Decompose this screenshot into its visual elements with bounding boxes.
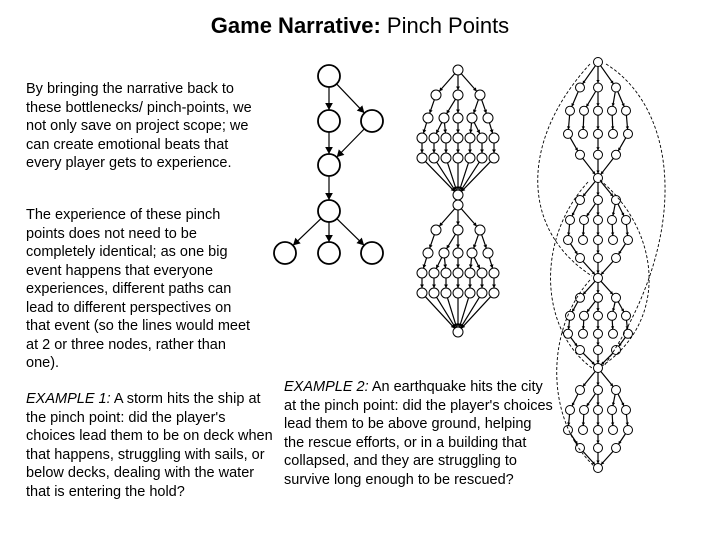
paragraph-bottlenecks: By bringing the narrative back to these bottlenecks/ pinch-points, we not only save on project scope; we can create emotional beats that every player gets to experience. xyxy=(26,81,252,171)
diagram-node xyxy=(475,225,485,235)
diagram-curved-edge xyxy=(551,182,592,368)
diagram-arrowhead xyxy=(420,285,424,289)
diagram-node xyxy=(576,386,585,395)
example-2-text: An earthquake hits the city at the pinch point: did the player's choices lead them to be above ground, helping the rescue efforts, or in a building that collapsed, and they are struggling to survive long enough to be rescued? xyxy=(284,379,553,488)
diagram-edge xyxy=(425,162,454,192)
diagram-node xyxy=(467,113,477,123)
diagram-edge xyxy=(583,158,595,174)
diagram-node xyxy=(594,83,603,92)
diagram-node xyxy=(612,293,621,302)
diagram-node xyxy=(453,190,463,200)
example-1-lead: EXAMPLE 1: xyxy=(26,391,111,407)
diagram-node xyxy=(609,236,618,245)
diagram-arrowhead xyxy=(469,129,473,133)
diagram-arrowhead xyxy=(420,150,424,154)
diagram-node xyxy=(576,150,585,159)
diagram-node xyxy=(594,464,603,473)
diagram-node xyxy=(441,133,451,143)
diagram-arrowhead xyxy=(492,285,496,289)
title-bold: Game Narrative: xyxy=(210,13,381,38)
diagram-node xyxy=(417,288,427,298)
diagram-node xyxy=(441,268,451,278)
diagram-node xyxy=(467,248,477,258)
diagram-arrowhead xyxy=(325,103,333,110)
diagram-node xyxy=(594,106,603,115)
diagram-edge xyxy=(461,297,490,329)
diagram-arrowhead xyxy=(456,150,460,154)
diagram-node xyxy=(453,288,463,298)
diagram-node xyxy=(417,268,427,278)
diagram-node xyxy=(612,254,621,263)
diagram-node xyxy=(608,106,617,115)
diagram-node xyxy=(624,426,633,435)
diagram-edge xyxy=(601,66,614,84)
diagram-arrowhead xyxy=(480,150,484,154)
diagram-node xyxy=(361,110,383,132)
diagram-node xyxy=(566,406,575,415)
diagram-node xyxy=(274,242,296,264)
diagram-arrowhead xyxy=(456,245,460,249)
diagram-node xyxy=(477,268,487,278)
diagram-node xyxy=(608,311,617,320)
diagram-node xyxy=(594,150,603,159)
diagram-node xyxy=(624,129,633,138)
diagram-node xyxy=(594,293,603,302)
diagram-node xyxy=(624,236,633,245)
diagram-node xyxy=(453,327,463,337)
diagram-node xyxy=(594,346,603,355)
paragraph-perspectives: The experience of these pinch points does not need to be completely identical; as one big event happens that everyone experiences, different paths can lead to different perspectives on that event (so the lines would meet at 2 or three nodes, rather than one). xyxy=(26,207,251,371)
diagram-arrowhead xyxy=(325,147,333,154)
diagram-node xyxy=(612,196,621,205)
diagram-node xyxy=(318,200,340,222)
diagram-node xyxy=(431,90,441,100)
diagram-node xyxy=(594,129,603,138)
diagram-node xyxy=(594,444,603,453)
diagram-node xyxy=(453,113,463,123)
diagram-node xyxy=(453,248,463,258)
title-rest: Pinch Points xyxy=(380,13,510,38)
diagram-arrowhead xyxy=(456,222,460,226)
diagram-edge xyxy=(601,158,613,174)
diagram-node xyxy=(594,311,603,320)
diagram-node xyxy=(475,90,485,100)
diagram-node xyxy=(423,248,433,258)
diagram-node xyxy=(453,133,463,143)
diagram-node xyxy=(465,153,475,163)
diagram-node xyxy=(465,268,475,278)
diagram-node xyxy=(580,311,589,320)
diagram-edge xyxy=(461,162,490,192)
diagram-node xyxy=(609,426,618,435)
diagram-node xyxy=(465,133,475,143)
diagram-node xyxy=(594,254,603,263)
diagram-node xyxy=(429,153,439,163)
diagram-node xyxy=(576,346,585,355)
diagram-arrowhead xyxy=(325,235,333,242)
diagram-node xyxy=(453,200,463,210)
diagram-node xyxy=(477,153,487,163)
diagram-arrowhead xyxy=(456,87,460,91)
diagram-node xyxy=(608,216,617,225)
diagram-curved-edge xyxy=(557,280,594,466)
diagram-node xyxy=(489,268,499,278)
diagram-arrowhead xyxy=(456,130,460,134)
diagram-arrowhead xyxy=(456,110,460,114)
diagram-node xyxy=(439,248,449,258)
diagram-node xyxy=(580,106,589,115)
diagram-edge xyxy=(583,66,596,84)
diagram-arrowhead xyxy=(432,285,436,289)
diagram-node xyxy=(580,216,589,225)
diagram-node xyxy=(576,83,585,92)
diagram-node xyxy=(612,386,621,395)
diagram-arrowhead xyxy=(443,264,447,268)
diagram-node xyxy=(622,311,631,320)
diagram-node xyxy=(489,153,499,163)
diagram-node xyxy=(439,113,449,123)
diagram-node xyxy=(483,113,493,123)
diagram-node xyxy=(483,248,493,258)
diagram-node xyxy=(477,288,487,298)
diagram-node xyxy=(612,83,621,92)
diagram-arrowhead xyxy=(492,150,496,154)
diagram-node xyxy=(453,268,463,278)
diagram-node xyxy=(429,288,439,298)
diagram-node xyxy=(579,426,588,435)
diagram-node xyxy=(423,113,433,123)
diagram-node xyxy=(453,225,463,235)
diagram-node xyxy=(489,288,499,298)
diagram-node xyxy=(576,196,585,205)
diagram-node xyxy=(594,196,603,205)
diagram-node xyxy=(622,406,631,415)
diagram-arrowhead xyxy=(480,285,484,289)
diagram-node xyxy=(453,90,463,100)
diagram-arrowhead xyxy=(443,129,447,133)
diagram-node xyxy=(441,288,451,298)
diagram-node xyxy=(608,406,617,415)
example-1-text: A storm hits the ship at the pinch point: did the player's choices lead them to be on deck when that happens, struggling with sails, or below decks, dealing with the water that is entering the hold? xyxy=(26,391,273,500)
diagram-node xyxy=(622,216,631,225)
diagram-node xyxy=(594,426,603,435)
diagram-node xyxy=(489,133,499,143)
diagram-node xyxy=(594,406,603,415)
diagram-node xyxy=(622,106,631,115)
diagram-node xyxy=(594,386,603,395)
diagram-node xyxy=(564,236,573,245)
diagram-node xyxy=(318,242,340,264)
diagram-arrowhead xyxy=(456,285,460,289)
diagram-node xyxy=(318,110,340,132)
diagram-node xyxy=(609,329,618,338)
diagram-node xyxy=(564,129,573,138)
diagram-node xyxy=(579,329,588,338)
diagram-node xyxy=(594,364,603,373)
diagram-arrowhead xyxy=(468,150,472,154)
diagram-edge xyxy=(425,297,454,329)
diagram-node xyxy=(594,329,603,338)
diagram-node xyxy=(609,129,618,138)
diagram-node xyxy=(566,106,575,115)
diagram-arrowhead xyxy=(468,285,472,289)
diagram-node xyxy=(361,242,383,264)
diagram-node xyxy=(566,216,575,225)
diagram-node xyxy=(429,268,439,278)
diagram-node xyxy=(417,153,427,163)
diagram-node xyxy=(580,406,589,415)
diagram-arrowhead xyxy=(325,193,333,200)
diagram-node xyxy=(594,58,603,67)
diagram-node xyxy=(612,444,621,453)
diagram-node xyxy=(612,150,621,159)
diagram-node xyxy=(564,426,573,435)
diagram-arrowhead xyxy=(432,150,436,154)
diagram-node xyxy=(318,154,340,176)
diagram-arrowhead xyxy=(444,150,448,154)
example-2-lead: EXAMPLE 2: xyxy=(284,379,369,395)
diagram-node xyxy=(576,254,585,263)
diagram-node xyxy=(465,288,475,298)
diagram-node xyxy=(594,216,603,225)
diagram-node xyxy=(441,153,451,163)
diagram-arrowhead xyxy=(469,264,473,268)
diagram-node xyxy=(429,133,439,143)
diagram-node xyxy=(417,133,427,143)
diagram-node xyxy=(594,236,603,245)
diagram-node xyxy=(318,65,340,87)
diagram-node xyxy=(594,274,603,283)
diagram-node xyxy=(579,236,588,245)
diagram-node xyxy=(431,225,441,235)
diagram-arrowhead xyxy=(444,285,448,289)
diagram-node xyxy=(579,129,588,138)
diagram-node xyxy=(477,133,487,143)
diagram-node xyxy=(453,153,463,163)
diagram-arrowhead xyxy=(456,265,460,269)
diagram-node xyxy=(453,65,463,75)
